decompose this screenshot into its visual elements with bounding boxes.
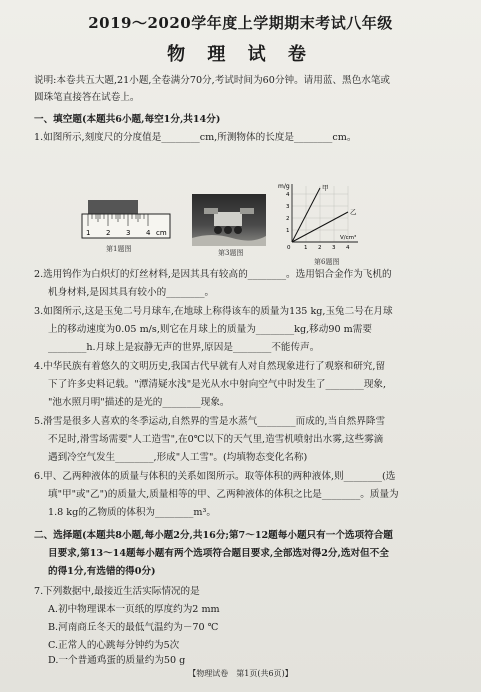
ruler-tick-3: 3 — [126, 229, 131, 237]
question-3-line-1: 3.如图所示,这是玉兔二号月球车,在地球上称得该车的质量为135 kg,玉兔二号在月球 — [34, 306, 393, 317]
instructions-line-2: 圆珠笔直接答在试卷上。 — [34, 92, 140, 103]
mass-volume-graph — [278, 180, 368, 256]
question-5-line-3: 遇到冷空气发生________,形成"人工雪"。(均填物态变化名称) — [48, 452, 308, 463]
question-7: 7.下列数据中,最接近生活实际情况的是 — [34, 586, 200, 597]
graph-x-tick-3: 3 — [332, 245, 336, 251]
question-4-line-3: "池水照月明"描述的是光的________现象。 — [48, 397, 230, 408]
question-7-option-a: A.初中物理课本一页纸的厚度约为2 mm — [48, 604, 220, 615]
graph-y-tick-2: 2 — [286, 216, 290, 222]
question-2-line-2: 机身材料,是因其具有较小的________。 — [48, 287, 215, 298]
question-4-line-1: 4.中华民族有着悠久的文明历史,我国古代早就有人对自然现象进行了观察和研究,留 — [34, 361, 386, 372]
question-7-option-b: B.河南商丘冬天的最低气温约为－70 ℃ — [48, 622, 219, 633]
measured-object — [88, 200, 138, 214]
graph-y-label: m/g — [278, 183, 290, 190]
figure-3-caption: 第3题图 — [218, 249, 244, 257]
figure-1-caption: 第1题图 — [106, 245, 132, 253]
ruler-figure — [80, 196, 172, 242]
rover-body — [214, 212, 242, 226]
graph-x-tick-1: 1 — [304, 245, 308, 251]
question-3-line-3: ________h.月球上是寂静无声的世界,原因是________不能传声。 — [48, 342, 320, 353]
section-2-heading-line-3: 的得1分,有选错的得0分) — [48, 566, 156, 577]
section-1-heading: 一、填空题(本题共6小题,每空1分,共14分) — [34, 114, 221, 125]
graph-y-tick-3: 3 — [286, 204, 290, 210]
graph-y-tick-4: 4 — [286, 192, 290, 198]
graph-origin: 0 — [287, 245, 291, 251]
question-5-line-1: 5.滑雪是很多人喜欢的冬季运动,自然界的雪是水蒸气________而成的,当自然界降雪 — [34, 416, 386, 427]
question-5-line-2: 不足时,滑雪场需要"人工造雪",在0℃以下的天气里,造雪机喷射出水雾,这些雾滴 — [48, 434, 384, 445]
instructions-line-1: 说明:本卷共五大题,21小题,全卷满分70分,考试时间为60分钟。请用蓝、黑色水笔或 — [34, 75, 391, 86]
graph-series-yi-label: 乙 — [350, 208, 357, 216]
question-4-line-2: 下了许多史料记载。"潭清疑水浅"是光从水中射向空气中时发生了________现象, — [48, 379, 387, 390]
question-2-line-1: 2.选用钨作为白炽灯的灯丝材料,是因其具有较高的________。选用铝合金作为飞机的 — [34, 269, 392, 280]
question-6-line-1: 6.甲、乙两种液体的质量与体积的关系如图所示。取等体积的两种液体,则________(选 — [34, 471, 396, 482]
figure-6-caption: 第6题图 — [314, 258, 340, 266]
exam-title: 2019～2020学年度上学期期末考试八年级 — [88, 14, 393, 32]
section-2-heading-line-1: 二、选择题(本题共8小题,每小题2分,共16分;第7～12题每小题只有一个选项符合题 — [34, 530, 393, 541]
question-6-line-3: 1.8 kg的乙物质的体积为________m³。 — [48, 507, 216, 518]
question-1: 1.如图所示,刻度尺的分度值是________cm,所测物体的长度是________cm。 — [34, 132, 357, 143]
question-7-option-c: C.正常人的心跳每分钟约为5次 — [48, 640, 180, 651]
ruler-tick-1: 1 — [86, 229, 91, 237]
ruler-unit: cm — [156, 229, 167, 237]
graph-x-tick-2: 2 — [318, 245, 322, 251]
question-3-line-2: 上的移动速度为0.05 m/s,则它在月球上的质量为________kg,移动90 m需要 — [48, 324, 372, 335]
graph-series-jia-label: 甲 — [322, 184, 329, 192]
question-7-option-d: D.一个普通鸡蛋的质量约为50 g — [48, 655, 186, 666]
section-2-heading-line-2: 目要求,第13～14题每小题有两个选项符合题目要求,全部选对得2分,选对但不全 — [48, 548, 389, 559]
exam-subtitle: 物 理 试 卷 — [167, 44, 314, 65]
graph-x-label: V/cm³ — [340, 235, 357, 241]
ruler-tick-2: 2 — [106, 229, 111, 237]
question-6-line-2: 填"甲"或"乙")的质量大,质量相等的甲、乙两种液体的体积之比是________。质量为 — [48, 489, 399, 500]
graph-y-tick-1: 1 — [286, 228, 290, 234]
graph-x-tick-4: 4 — [346, 245, 350, 251]
page-footer: 【物理试卷 第1页(共6页)】 — [188, 669, 293, 678]
ruler-tick-4: 4 — [146, 229, 151, 237]
rover-photo — [192, 194, 266, 246]
